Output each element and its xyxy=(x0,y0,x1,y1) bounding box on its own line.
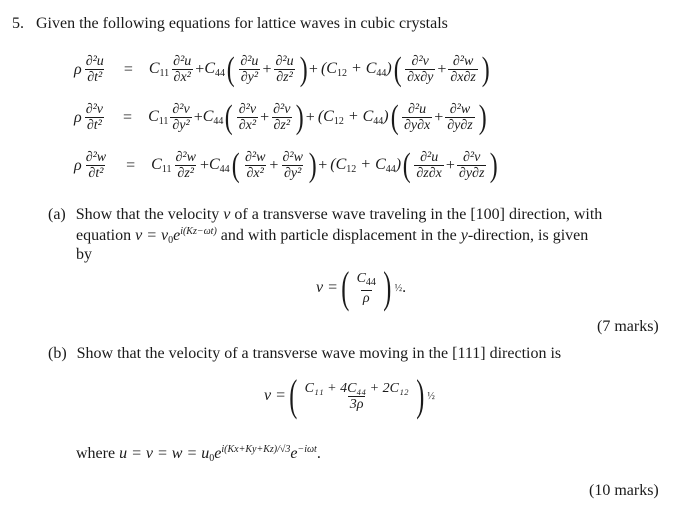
frac-den: ∂z∂x xyxy=(416,166,442,181)
question-intro: Given the following equations for lattice waves in cubic crystals xyxy=(36,15,448,32)
p2-fraction xyxy=(280,150,304,181)
p1-fraction xyxy=(238,54,260,85)
open-paren: ( xyxy=(393,50,402,88)
wave-eq-lhs: v = v xyxy=(135,227,169,244)
close-paren: ) xyxy=(308,146,317,184)
where-exp2: −iωt xyxy=(297,444,317,455)
frac-num: ∂²w xyxy=(282,150,303,165)
frac-den: 3ρ xyxy=(349,396,364,412)
c44-sub: 44 xyxy=(365,276,376,288)
coupling-sub44: 44 xyxy=(373,116,384,127)
open-paren: ( xyxy=(231,146,240,184)
q2-fraction xyxy=(448,54,478,85)
close-paren: ) xyxy=(296,98,305,136)
coupling-plus: + C xyxy=(356,156,386,173)
frac-den: ∂z² xyxy=(177,166,194,181)
frac-num: ∂²v xyxy=(85,102,104,117)
c11-coef xyxy=(149,60,169,79)
result-fraction xyxy=(303,381,411,412)
coef-sub: 11 xyxy=(159,68,170,79)
result-exponent: ½ xyxy=(394,282,403,294)
wave-eq-exp: i(Kz−ωt) xyxy=(180,226,217,237)
part-b-text: Show that the velocity of a transverse wave moving in the [111] direction is xyxy=(76,345,562,362)
coupling-open: (C xyxy=(330,156,347,173)
equation-row-1 xyxy=(74,50,491,88)
equals-sign: = xyxy=(123,108,133,126)
lhs-fraction xyxy=(84,150,108,181)
where-e: e xyxy=(214,445,222,462)
result-fraction xyxy=(355,271,378,306)
wave-equation xyxy=(135,227,217,244)
coef-letter: C xyxy=(148,60,160,77)
frac-den: ∂x∂y xyxy=(407,70,434,85)
coupling-plus: + C xyxy=(343,108,374,125)
coef-letter: C xyxy=(148,108,159,125)
where-word: where xyxy=(76,445,116,462)
coupling-plus: + C xyxy=(346,60,377,77)
plus-sign: + xyxy=(262,60,272,78)
coupling-close: ) xyxy=(386,60,392,77)
question-number: 5. xyxy=(12,15,24,32)
coupling-close: ) xyxy=(383,108,389,125)
c11-fraction xyxy=(170,102,191,133)
equation-row-3 xyxy=(74,146,500,184)
coupling-close: ) xyxy=(395,156,402,173)
frac-den: ∂x² xyxy=(173,70,191,85)
plus-sign: + xyxy=(199,156,209,174)
frac-num: ∂²u xyxy=(420,150,439,165)
plus-sign: + xyxy=(193,108,203,126)
c11-fraction xyxy=(173,150,197,181)
coef-letter: C xyxy=(208,156,220,173)
coef-sub: 11 xyxy=(161,164,172,175)
c11-coef xyxy=(151,156,171,175)
close-paren: ) xyxy=(415,371,425,420)
frac-den: ∂t² xyxy=(88,166,104,181)
close-paren: ) xyxy=(481,50,490,88)
frac-den: ∂z² xyxy=(273,118,291,133)
coupling-coef xyxy=(330,156,401,175)
plus-sign: + xyxy=(308,60,318,78)
coupling-sub44: 44 xyxy=(376,68,387,79)
open-paren: ( xyxy=(402,146,411,184)
frac-num: C₁₁ + 4C₄₄ + 2C₁₂ xyxy=(304,380,409,396)
coef-sub: 44 xyxy=(214,68,225,79)
frac-den: ∂y∂x xyxy=(403,118,431,133)
result-lhs: v = xyxy=(316,279,338,296)
part-a-by: by xyxy=(76,246,92,263)
frac-num: ∂²u xyxy=(173,54,192,69)
frac-den: ∂x∂z xyxy=(450,70,476,85)
frac-num: ∂²v xyxy=(411,54,429,69)
p1-fraction xyxy=(243,150,267,181)
plus-sign: + xyxy=(195,60,205,78)
coupling-sub12: 12 xyxy=(346,164,357,175)
wave-eq-e: e xyxy=(173,227,181,244)
c44-coef xyxy=(203,108,224,127)
frac-den: ∂t² xyxy=(86,118,102,133)
plus-sign: + xyxy=(260,108,270,126)
plus-sign: + xyxy=(434,108,444,126)
part-a-line1 xyxy=(48,206,602,224)
c44-coef xyxy=(204,60,225,79)
p1-fraction xyxy=(237,102,258,133)
frac-den: ∂y² xyxy=(284,166,302,181)
equation-row-2 xyxy=(74,98,488,136)
plus-sign: + xyxy=(445,156,455,174)
coef-sub: 44 xyxy=(219,164,230,175)
close-paren: ) xyxy=(490,146,499,184)
coupling-sub44: 44 xyxy=(385,164,396,175)
c44-letter: C xyxy=(356,270,366,286)
coef-letter: C xyxy=(204,60,215,77)
p2-fraction xyxy=(273,54,295,85)
where-expression xyxy=(119,445,317,462)
equals-sign: = xyxy=(123,60,133,78)
lhs-fraction xyxy=(84,54,106,85)
c11-fraction xyxy=(171,54,193,85)
plus-sign: + xyxy=(305,108,315,126)
q1-fraction xyxy=(402,102,432,133)
rho-symbol: ρ xyxy=(74,156,82,174)
plus-sign: + xyxy=(269,156,279,174)
q1-fraction xyxy=(405,54,435,85)
frac-num: ∂²w xyxy=(244,150,266,165)
result-lhs: v = xyxy=(264,387,286,404)
coupling-open: (C xyxy=(320,60,337,77)
frac-num: ∂²v xyxy=(238,102,257,117)
coef-letter: C xyxy=(202,108,214,125)
frac-num xyxy=(355,271,378,290)
part-a-line3 xyxy=(76,246,92,264)
frac-den: ∂x² xyxy=(238,118,257,133)
frac-num: ∂²w xyxy=(85,150,107,165)
part-a-label: (a) xyxy=(48,206,66,223)
frac-num: ∂²u xyxy=(408,102,427,117)
equals-sign: = xyxy=(126,156,136,174)
coupling-open: (C xyxy=(317,108,334,125)
plus-sign: + xyxy=(318,156,328,174)
coupling-coef xyxy=(321,60,392,79)
coupling-sub12: 12 xyxy=(333,116,344,127)
plus-sign: + xyxy=(437,60,447,78)
coef-sub: 11 xyxy=(158,116,169,127)
part-b-label: (b) xyxy=(48,345,67,362)
wave-eq-sub: 0 xyxy=(168,235,174,246)
frac-num: ∂²v xyxy=(273,102,291,117)
frac-num: ∂²u xyxy=(85,54,104,69)
close-paren: ) xyxy=(383,263,392,312)
q2-fraction xyxy=(457,150,487,181)
velocity-symbol: v xyxy=(223,206,231,223)
close-paren: ) xyxy=(478,98,487,136)
coupling-coef xyxy=(318,108,389,127)
part-b-line1 xyxy=(48,345,561,363)
p2-fraction xyxy=(271,102,292,133)
part-a-marks: (7 marks) xyxy=(597,318,659,335)
where-e2: e xyxy=(290,445,298,462)
part-b-result xyxy=(264,371,435,420)
frac-num: ∂²w xyxy=(449,102,471,117)
part-b-where-line xyxy=(76,444,321,464)
frac-den: ρ xyxy=(362,290,370,306)
frac-num: ∂²u xyxy=(275,54,294,69)
part-a-text: Show that the velocity xyxy=(75,206,220,223)
close-paren: ) xyxy=(299,50,308,88)
q2-fraction xyxy=(445,102,475,133)
rho-symbol: ρ xyxy=(74,108,82,126)
coef-sub: 44 xyxy=(213,116,224,127)
where-period: . xyxy=(316,445,321,462)
coef-letter: C xyxy=(151,156,162,173)
frac-num: ∂²u xyxy=(240,54,259,69)
c11-coef xyxy=(148,108,168,127)
part-a-result xyxy=(316,263,407,312)
question-header xyxy=(12,15,448,33)
where-exp: i(Kx+Ky+Kz)/√3 xyxy=(221,444,291,455)
frac-num: ∂²w xyxy=(452,54,474,69)
open-paren: ( xyxy=(226,50,235,88)
frac-num: ∂²v xyxy=(172,102,190,117)
rho-symbol: ρ xyxy=(74,60,82,78)
open-paren: ( xyxy=(390,98,399,136)
result-period: . xyxy=(402,279,407,296)
frac-den: ∂y² xyxy=(172,118,190,133)
open-paren: ( xyxy=(341,263,350,312)
q1-fraction xyxy=(414,150,444,181)
c44-coef xyxy=(209,156,230,175)
where-sub: 0 xyxy=(209,453,215,464)
coupling-sub12: 12 xyxy=(336,68,347,79)
part-a-line2 xyxy=(76,226,588,246)
part-a-text-rest: of a transverse wave traveling in the [100] direction, with xyxy=(234,206,603,223)
where-expr: u = v = w = u xyxy=(119,445,210,462)
lhs-fraction xyxy=(84,102,105,133)
part-a-direction-text: -direction, is given xyxy=(467,227,589,244)
part-b-marks: (10 marks) xyxy=(589,482,659,499)
frac-den: ∂z² xyxy=(276,70,293,85)
open-paren: ( xyxy=(225,98,234,136)
frac-den: ∂x² xyxy=(246,166,264,181)
frac-den: ∂y∂z xyxy=(447,118,473,133)
frac-den: ∂y∂z xyxy=(458,166,485,181)
frac-den: ∂t² xyxy=(87,70,103,85)
frac-num: ∂²v xyxy=(463,150,481,165)
part-a-equation-word: equation xyxy=(76,227,132,244)
open-paren: ( xyxy=(289,371,298,420)
result-exponent: ½ xyxy=(427,390,435,402)
part-a-displacement-text: and with particle displacement in the xyxy=(220,227,457,244)
frac-den: ∂y² xyxy=(240,70,259,85)
y-symbol: y xyxy=(460,227,468,244)
frac-num: ∂²w xyxy=(175,150,196,165)
